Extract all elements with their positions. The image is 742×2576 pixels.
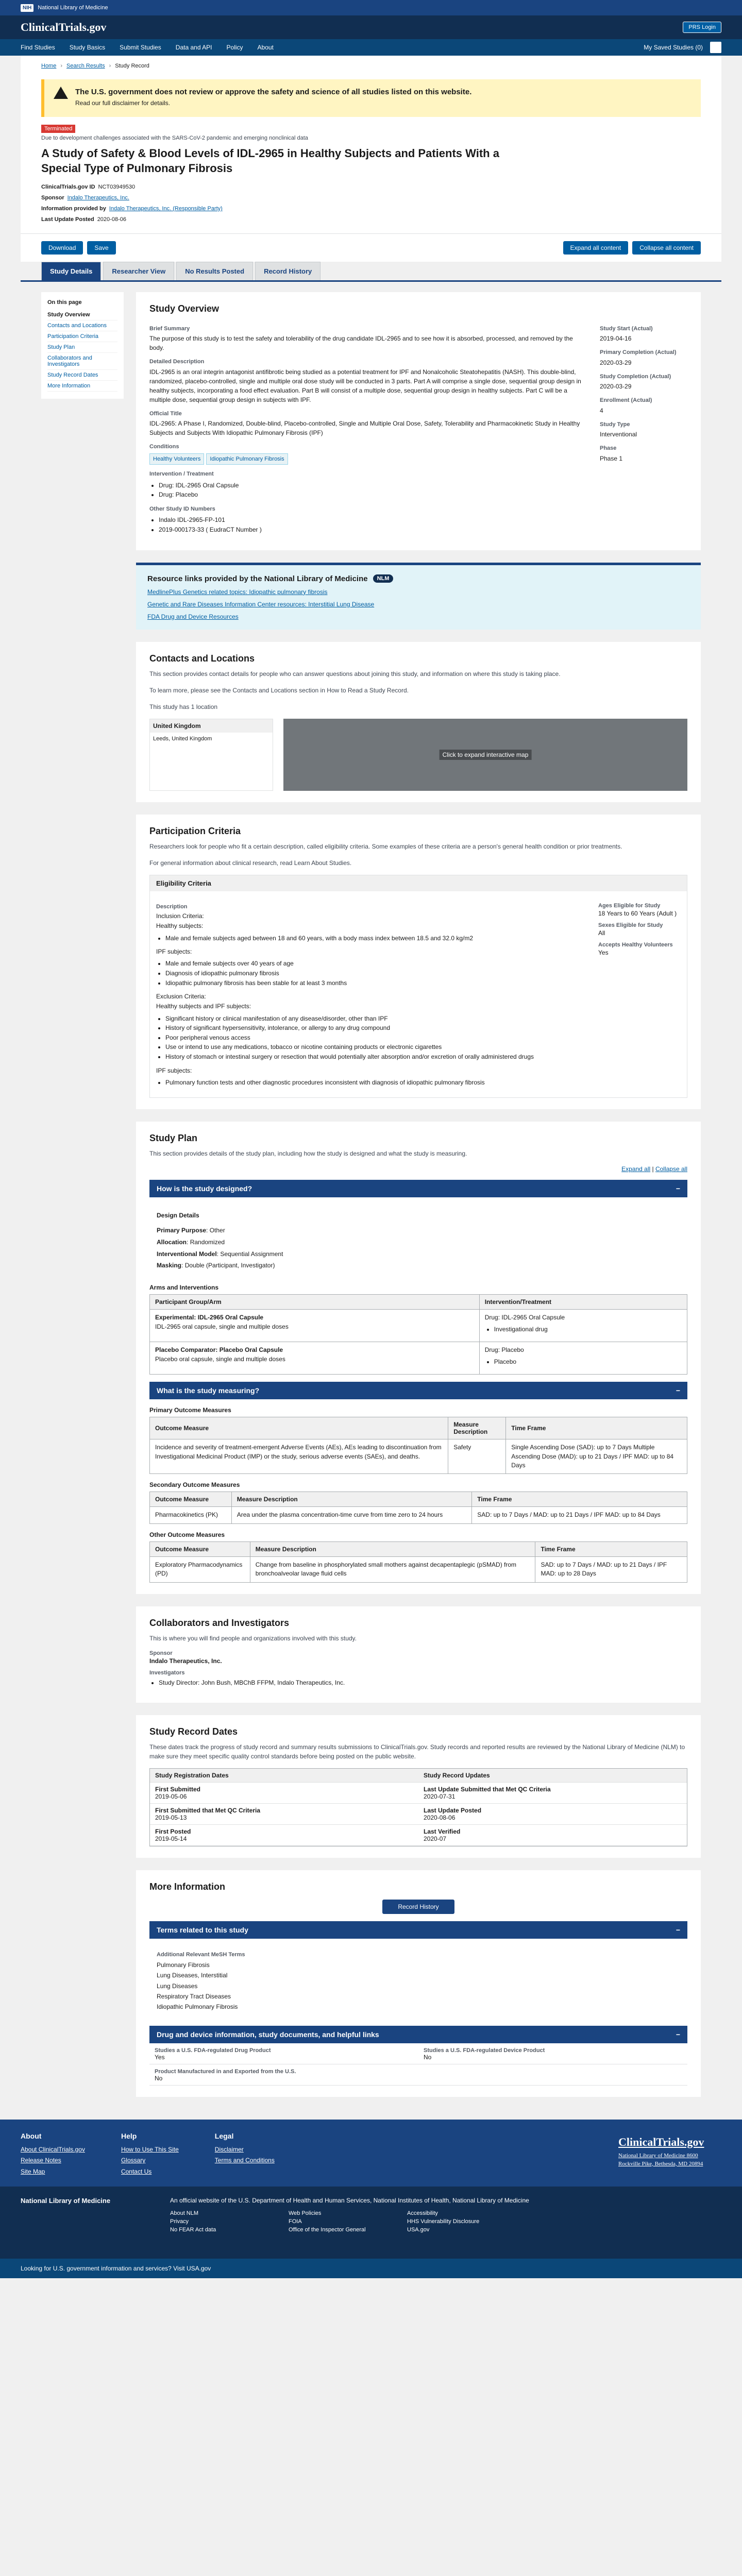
sponsor-label: Sponsor	[41, 195, 64, 201]
more-heading: More Information	[149, 1882, 225, 1892]
tab-researcher-view[interactable]: Researcher View	[103, 262, 174, 280]
criteria-item: • Male and female subjects aged between 18 and 60 years, with a body mass index between 18.5 and 32.0 kg/m2	[165, 934, 588, 943]
collapse-all-button[interactable]: Collapse all content	[632, 241, 701, 255]
plan-collapse-all[interactable]: Collapse all	[655, 1165, 687, 1173]
updated-label: Last Update Posted	[41, 216, 94, 223]
page-content	[21, 56, 721, 2120]
fact-value: Interventional	[600, 431, 637, 438]
contacts-learn: To learn more, please see the Contacts and Locations section in How to Read a Study Record.	[149, 686, 409, 694]
terms-accordion[interactable]: Terms related to this study −	[149, 1921, 687, 1939]
condition-pill[interactable]: Idiopathic Pulmonary Fibrosis	[206, 453, 288, 465]
footer-agency: National Library of Medicine An official website of the U.S. Department of Health and Human Services, National Institutes of Health, National Library of Medicine About NLM Web Policies Accessibility Privacy FOIA HHS Vulnerability Disclosure No FEAR Act data Office of the Inspector General USA.gov	[0, 2187, 742, 2259]
fact-value: 2020-03-29	[600, 383, 632, 391]
study-toolbar	[21, 233, 721, 262]
fact-value: 2019-04-16	[600, 335, 632, 343]
main-nav	[0, 39, 742, 56]
fact-label: Ages Eligible for Study	[598, 902, 661, 909]
design-details-heading: Design Details	[157, 1212, 199, 1219]
fact-label: Enrollment (Actual)	[600, 397, 652, 404]
location-item: Leeds, United Kingdom	[153, 735, 212, 742]
criteria-intro: Researchers look for people who fit a certain description, called eligibility criteria. Some examples of these criteria are a person's general health condition or prior treatments.	[149, 842, 622, 850]
criteria-item: • Male and female subjects over 40 years of age	[165, 959, 588, 969]
criteria-item: • Pulmonary function tests and other diagnostic procedures inconsistent with diagnosis of idiopathic pulmonary fibrosis	[165, 1078, 588, 1088]
plan-heading: Study Plan	[149, 1133, 198, 1144]
criteria-item: • Use or intend to use any medications, tobacco or nicotine containing products or electronic cigarettes	[165, 1042, 588, 1052]
secondary-outcomes-table: Outcome Measure Measure Description Time Frame Pharmacokinetics (PK) Area under the plasma concentration-time curve from time zero to 24 hours SAD: up to 7 Days / MAD: up to 21 Days / IPF MAD: up to 84 Days	[149, 1492, 687, 1523]
fact-value: 4	[600, 406, 603, 414]
breadcrumb-current: Study Record	[115, 63, 149, 69]
download-button[interactable]: Download	[41, 241, 83, 255]
exclusion-heading: Exclusion Criteria:	[156, 993, 206, 1001]
overview-facts	[600, 319, 687, 539]
record-dates-section	[136, 1715, 701, 1858]
sidenav-item-collaborators[interactable]: Collaborators and Investigators	[47, 353, 117, 370]
study-plan-section: Study Plan This section provides details of the study plan, including how the study is designed and what the study is measuring. Expand all | Collapse all How is the study designed? − Design Details Primary Purpose: Other Allocation: Randomized Interventional Model: Sequential Assignment Masking: Double (Participant, Investigator) Arms and Interventions Participant Group/Arm Intervention/Treatment Experimental: IDL-2965 Oral Capsule IDL-2965 oral capsule, single and multiple doses Drug: IDL-2965 Oral Capsule • Investigational drug Placebo Comparator: Placebo Oral Capsule Placebo oral capsule, single and multiple doses Drug: Placebo • Placebo What is the study measuring? − Primary Outcome Measures Outcome Measure Measure Description Time Frame Incidence and severity of treatment-emergent Adverse Events (AEs), AEs leading to discontinuation from Investigational Medicinal Product (IMP) or the study, serious adverse events (SAEs), and deaths. Safety Single Ascending Dose (SAD): up to 7 Days Multiple Ascending Dose (MAD): up to 21 Days / IPF MAD: up to 84 Days Secondary Outcome Measures Outcome Measure Measure Description Time Frame Pharmacokinetics (PK) Area under the plasma concentration-time curve from time zero to 24 hours SAD: up to 7 Days / MAD: up to 21 Days / IPF MAD: up to 84 Days Other Outcome Measures Outcome Measure Measure Description Time Frame Exploratory Pharmacodynamics (PD) Change from baseline in phosphorylated small mothers against decapentaplegic (pSMAD) from bronchoalveolar lavage fluid cells SAD: up to 7 Days / MAD: up to 21 Days / IPF MAD: up to 28 Days	[136, 1122, 701, 1594]
breadcrumb: Home › Search Results › Study Record	[21, 56, 721, 76]
collab-sponsor: Indalo Therapeutics, Inc.	[149, 1657, 222, 1665]
sidenav-item-dates[interactable]: Study Record Dates	[47, 370, 117, 381]
minus-icon: −	[676, 1386, 680, 1395]
detailed-label: Detailed Description	[149, 359, 205, 365]
conditions-label: Conditions	[149, 444, 179, 450]
nlm-badge: NLM	[373, 574, 394, 583]
detailed-description: IDL-2965 is an oral integrin antagonist antifibrotic being studied as a potential treatment for IPF and Nonalcoholic Steatohepatitis (NASH). This double-blind, randomized, placebo-controlled, single and multiple oral dose study will be conducted in 3 parts. Part A will comprise a single dose, sequential group design in healthy subjects, incorporating a food effect evaluation. Part B will consist of a multiple dose, sequential group design in healthy subjects. Part C will be a multiple dose, sequential group design in subjects with IPF.	[149, 368, 581, 403]
nav-about[interactable]: About	[257, 44, 274, 51]
collaborators-section	[136, 1606, 701, 1703]
tab-record-history[interactable]: Record History	[255, 262, 321, 280]
nav-submit-studies[interactable]: Submit Studies	[120, 44, 161, 51]
criteria-item: • History of stomach or intestinal surgery or resection that would potentially alter absorption and/or excretion of orally administered drugs	[165, 1052, 588, 1062]
nav-policy[interactable]: Policy	[226, 44, 243, 51]
usa-gov-bar[interactable]: Looking for U.S. government information and services? Visit USA.gov	[0, 2259, 742, 2278]
eligibility-facts	[598, 897, 681, 1092]
plan-intro: This section provides details of the study plan, including how the study is designed and what the study is measuring.	[149, 1150, 467, 1158]
disclaimer-title: The U.S. government does not review or approve the safety and science of all studies listed on this website.	[75, 88, 472, 96]
sidenav-item-overview[interactable]: Study Overview	[47, 310, 117, 320]
criteria-item: • Significant history or clinical manifestation of any disease/disorder, other than IPF	[165, 1014, 588, 1024]
study-layout	[21, 282, 721, 2120]
collab-heading: Collaborators and Investigators	[149, 1617, 290, 1628]
disclaimer-alert	[41, 79, 701, 117]
fact-label: Sexes Eligible for Study	[598, 922, 663, 928]
drug-info-grid: Studies a U.S. FDA-regulated Drug Product Yes Studies a U.S. FDA-regulated Device Product No Product Manufactured in and Exported from the U.S. No	[149, 2043, 687, 2086]
fact-value: 18 Years to 60 Years (Adult )	[598, 909, 677, 917]
location-map[interactable]	[283, 719, 687, 791]
nav-find-studies[interactable]: Find Studies	[21, 44, 55, 51]
official-label: Official Title	[149, 410, 182, 417]
breadcrumb-home[interactable]: Home	[41, 63, 57, 69]
map-label: Click to expand interactive map	[440, 750, 532, 760]
contacts-heading: Contacts and Locations	[149, 653, 255, 664]
sidenav-item-more[interactable]: More Information	[47, 381, 117, 392]
collab-intro: This is where you will find people and organizations involved with this study.	[149, 1634, 357, 1642]
breadcrumb-search[interactable]: Search Results	[66, 63, 105, 69]
study-header	[21, 124, 721, 233]
measuring-accordion[interactable]: What is the study measuring? −	[149, 1382, 687, 1399]
id-label: ClinicalTrials.gov ID	[41, 184, 95, 191]
nav-study-basics[interactable]: Study Basics	[69, 44, 106, 51]
saved-studies-link[interactable]: My Saved Studies (0)	[644, 44, 703, 51]
sidenav-item-contacts[interactable]: Contacts and Locations	[47, 320, 117, 331]
resource-link[interactable]: MedlinePlus Genetics related topics: Idiopathic pulmonary fibrosis	[147, 588, 328, 596]
eligibility-title: Eligibility Criteria	[150, 875, 687, 891]
other-outcomes-table: Outcome Measure Measure Description Time Frame Exploratory Pharmacodynamics (PD) Change from baseline in phosphorylated small mothers against decapentaplegic (pSMAD) from bronchoalveolar lavage fluid cells SAD: up to 7 Days / MAD: up to 21 Days / IPF MAD: up to 28 Days	[149, 1541, 687, 1583]
status-badge: Terminated	[41, 125, 75, 133]
intervention-item: • Drug: Placebo	[159, 490, 584, 500]
ex-ipf-heading: IPF subjects:	[156, 1066, 192, 1074]
criteria-item: • Idiopathic pulmonary fibrosis has been stable for at least 3 months	[165, 978, 588, 988]
drug-info-accordion[interactable]: Drug and device information, study documents, and helpful links −	[149, 2026, 687, 2043]
criteria-learn: For general information about clinical research, read Learn About Studies.	[149, 859, 352, 867]
fact-value: Phase 1	[600, 454, 623, 462]
criteria-item: • History of significant hypersensitivity, intolerance, or allergy to any drug compound	[165, 1023, 588, 1033]
footer-agency-name: National Library of Medicine	[21, 2196, 111, 2205]
minus-icon: −	[676, 1926, 680, 1935]
brief-summary: The purpose of this study is to test the safety and tolerability of the drug candidate IDL-2965 and to see how it is absorbed, processed, and removed by the body.	[149, 335, 573, 352]
tab-no-results[interactable]: No Results Posted	[176, 262, 253, 280]
fact-label: Study Start (Actual)	[600, 325, 653, 332]
inclusion-heading: Inclusion Criteria:	[156, 912, 204, 920]
sidenav-item-plan[interactable]: Study Plan	[47, 342, 117, 353]
site-logo[interactable]: ClinicalTrials.gov	[21, 21, 107, 33]
minus-icon: −	[676, 1184, 680, 1193]
criteria-heading: Participation Criteria	[149, 825, 241, 836]
hhs-banner	[0, 0, 742, 15]
official-title: IDL-2965: A Phase I, Randomized, Double-blind, Placebo-controlled, Single and Multiple Oral Dose, Safety, Tolerability and Pharmacokinetic Study in Healthy Subjects and Subjects With Idiopathic Pulmonary Fibrosis (IPF)	[149, 420, 580, 437]
nct-id: NCT03949530	[98, 184, 136, 191]
disclaimer-text: Read our full disclaimer for details.	[75, 99, 171, 107]
study-main	[136, 292, 701, 2109]
info-provider[interactable]: Indalo Therapeutics, Inc. (Responsible Party)	[109, 205, 223, 212]
primary-outcomes-heading: Primary Outcome Measures	[149, 1406, 231, 1414]
record-history-button[interactable]: Record History	[382, 1900, 454, 1914]
study-title: A Study of Safety & Blood Levels of IDL-2965 in Healthy Subjects and Patients With a Special Type of Pulmonary Fibrosis	[41, 147, 499, 175]
overview-heading: Study Overview	[149, 303, 220, 314]
fact-value: Yes	[598, 948, 609, 956]
study-tabs	[21, 262, 721, 282]
arms-heading: Arms and Interventions	[149, 1284, 219, 1292]
study-overview-section	[136, 292, 701, 550]
terms-list: Additional Relevant MeSH Terms Pulmonary Fibrosis Lung Diseases, Interstitial Lung Diseases Respiratory Tract Diseases Idiopathic Pulmonary Fibrosis	[157, 1952, 245, 2011]
other-id-item: • Indalo IDL-2965-FP-101	[159, 515, 584, 525]
criteria-item: • Poor peripheral venous access	[165, 1033, 588, 1043]
sponsor-link[interactable]: Indalo Therapeutics, Inc.	[67, 195, 129, 201]
other-ids-label: Other Study ID Numbers	[149, 505, 215, 512]
secondary-outcomes-heading: Secondary Outcome Measures	[149, 1481, 240, 1489]
prs-login-button[interactable]: PRS Login	[683, 22, 721, 33]
dates-heading: Study Record Dates	[149, 1726, 238, 1737]
expand-all-button[interactable]: Expand all content	[563, 241, 629, 255]
other-outcomes-heading: Other Outcome Measures	[149, 1531, 225, 1538]
contacts-section	[136, 642, 701, 802]
contacts-intro: This section provides contact details for people who can answer questions about joining this study, and information on where this study is taking place.	[149, 670, 561, 677]
table-row: Pharmacokinetics (PK) Area under the plasma concentration-time curve from time zero to 24 hours SAD: up to 7 Days / MAD: up to 21 Days / IPF MAD: up to 84 Days	[150, 1507, 687, 1523]
footer-logo: ClinicalTrials.gov National Library of Medicine 8600 Rockville Pike, Bethesda, MD 20894	[618, 2135, 704, 2167]
save-button[interactable]: Save	[87, 241, 115, 255]
ex-healthy-heading: Healthy subjects and IPF subjects:	[156, 1003, 251, 1010]
dates-grid: Study Registration Dates Study Record Updates First Submitted 2019-05-06 Last Update Submitted that Met QC Criteria 2020-07-31 First Submitted that Met QC Criteria 2019-05-13 Last Update Posted 2020-08-06 First Posted 2019-05-14 Last Verified 2020-07	[149, 1768, 687, 1846]
dates-intro: These dates track the progress of study record and summary results submissions to ClinicalTrials.gov. Study records and reported results are reviewed by the National Library of Medicine (NLM) to make sure they meet specific quality control standards before being posted on the public website.	[149, 1743, 685, 1760]
other-id-item: • 2019-000173-33 ( EudraCT Number )	[159, 525, 584, 535]
fact-value: 2020-03-29	[600, 359, 632, 366]
location-count: This study has 1 location	[149, 703, 218, 710]
nlm-name: National Library of Medicine	[38, 5, 108, 11]
desc-label: Description	[156, 903, 188, 910]
table-row: Exploratory Pharmacodynamics (PD) Change from baseline in phosphorylated small mothers against decapentaplegic (pSMAD) from bronchoalveolar lavage fluid cells SAD: up to 7 Days / MAD: up to 21 Days / IPF MAD: up to 28 Days	[150, 1556, 687, 1582]
info-label: Information provided by	[41, 205, 106, 212]
ipf-heading: IPF subjects:	[156, 948, 192, 956]
collab-sponsor-label: Sponsor	[149, 1650, 173, 1656]
sidenav-item-criteria[interactable]: Participation Criteria	[47, 331, 117, 342]
table-row: Placebo Comparator: Placebo Oral Capsule Placebo oral capsule, single and multiple doses Drug: Placebo • Placebo	[150, 1342, 687, 1375]
resource-link[interactable]: Genetic and Rare Diseases Information Center resources: Interstitial Lung Disease	[147, 600, 375, 608]
official-site-text: An official website of the U.S. Department of Health and Human Services, National Institutes of Health, National Library of Medicine	[170, 2196, 529, 2204]
table-row: Incidence and severity of treatment-emergent Adverse Events (AEs), AEs leading to discontinuation from Investigational Medicinal Product (IMP) or the study, serious adverse events (SAEs), and deaths. Safety Single Ascending Dose (SAD): up to 7 Days Multiple Ascending Dose (MAD): up to 21 Days / IPF MAD: up to 84 Days	[150, 1439, 687, 1474]
investigators-label: Investigators	[149, 1669, 185, 1676]
location-list	[149, 719, 273, 791]
more-info-section	[136, 1870, 701, 2097]
criteria-item: • Diagnosis of idiopathic pulmonary fibrosis	[165, 969, 588, 978]
brief-label: Brief Summary	[149, 325, 190, 332]
nih-logo: NIH	[21, 4, 33, 12]
investigator-item: • Study Director: John Bush, MBChB FFPM, Indalo Therapeutics, Inc.	[159, 1678, 687, 1688]
fact-label: Study Type	[600, 421, 630, 428]
warning-icon	[54, 87, 68, 99]
condition-pill[interactable]: Healthy Volunteers	[149, 453, 204, 465]
intervention-label: Intervention / Treatment	[149, 471, 214, 478]
eligibility-box	[149, 875, 687, 1098]
arms-table: Participant Group/Arm Intervention/Treatment Experimental: IDL-2965 Oral Capsule IDL-2965 oral capsule, single and multiple doses Drug: IDL-2965 Oral Capsule • Investigational drug Placebo Comparator: Placebo Oral Capsule Placebo oral capsule, single and multiple doses Drug: Placebo • Placebo	[149, 1294, 687, 1375]
criteria-section	[136, 815, 701, 1110]
fact-label: Primary Completion (Actual)	[600, 349, 677, 356]
fact-value: All	[598, 929, 605, 937]
resource-link[interactable]: FDA Drug and Device Resources	[147, 613, 239, 620]
resources-title: Resource links provided by the National Library of Medicine	[147, 574, 368, 583]
fact-label: Accepts Healthy Volunteers	[598, 941, 673, 948]
fact-label: Study Completion (Actual)	[600, 373, 671, 380]
primary-outcomes-table: Outcome Measure Measure Description Time Frame Incidence and severity of treatment-emergent Adverse Events (AEs), AEs leading to discontinuation from Investigational Medicinal Product (IMP) or the study, serious adverse events (SAEs), and deaths. Safety Single Ascending Dose (SAD): up to 7 Days Multiple Ascending Dose (MAD): up to 21 Days / IPF MAD: up to 84 Days	[149, 1417, 687, 1474]
status-note: Due to development challenges associated with the SARS-CoV-2 pandemic and emerging nonclinical data	[41, 135, 308, 141]
design-accordion[interactable]: How is the study designed? −	[149, 1180, 687, 1197]
nlm-resources	[136, 563, 701, 630]
plan-expand-all[interactable]: Expand all	[621, 1165, 651, 1173]
footer-links: About About ClinicalTrials.gov Release Notes Site Map Help How to Use This Site Glossary Contact Us Legal Disclaimer Terms and Conditions ClinicalTrials.gov National Library of Medicine 8600 Rockville Pike, Bethesda, MD 20894	[0, 2120, 742, 2187]
fact-label: Phase	[600, 445, 617, 452]
minus-icon: −	[676, 2030, 680, 2039]
on-this-page-nav	[41, 292, 124, 399]
intervention-item: • Drug: IDL-2965 Oral Capsule	[159, 481, 584, 490]
tab-study-details[interactable]: Study Details	[41, 262, 101, 280]
nav-data-api[interactable]: Data and API	[175, 44, 212, 51]
design-details: Design Details Primary Purpose: Other Allocation: Randomized Interventional Model: Sequential Assignment Masking: Double (Participant, Investigator)	[149, 1197, 687, 1277]
sidenav-heading: On this page	[47, 299, 82, 306]
table-row: Experimental: IDL-2965 Oral Capsule IDL-2965 oral capsule, single and multiple doses Drug: IDL-2965 Oral Capsule • Investigational drug	[150, 1310, 687, 1342]
last-update: 2020-08-06	[97, 216, 126, 223]
country-heading: United Kingdom	[150, 719, 273, 733]
healthy-heading: Healthy subjects:	[156, 922, 204, 930]
search-icon[interactable]: ⚲	[710, 42, 721, 53]
site-header	[0, 15, 742, 39]
